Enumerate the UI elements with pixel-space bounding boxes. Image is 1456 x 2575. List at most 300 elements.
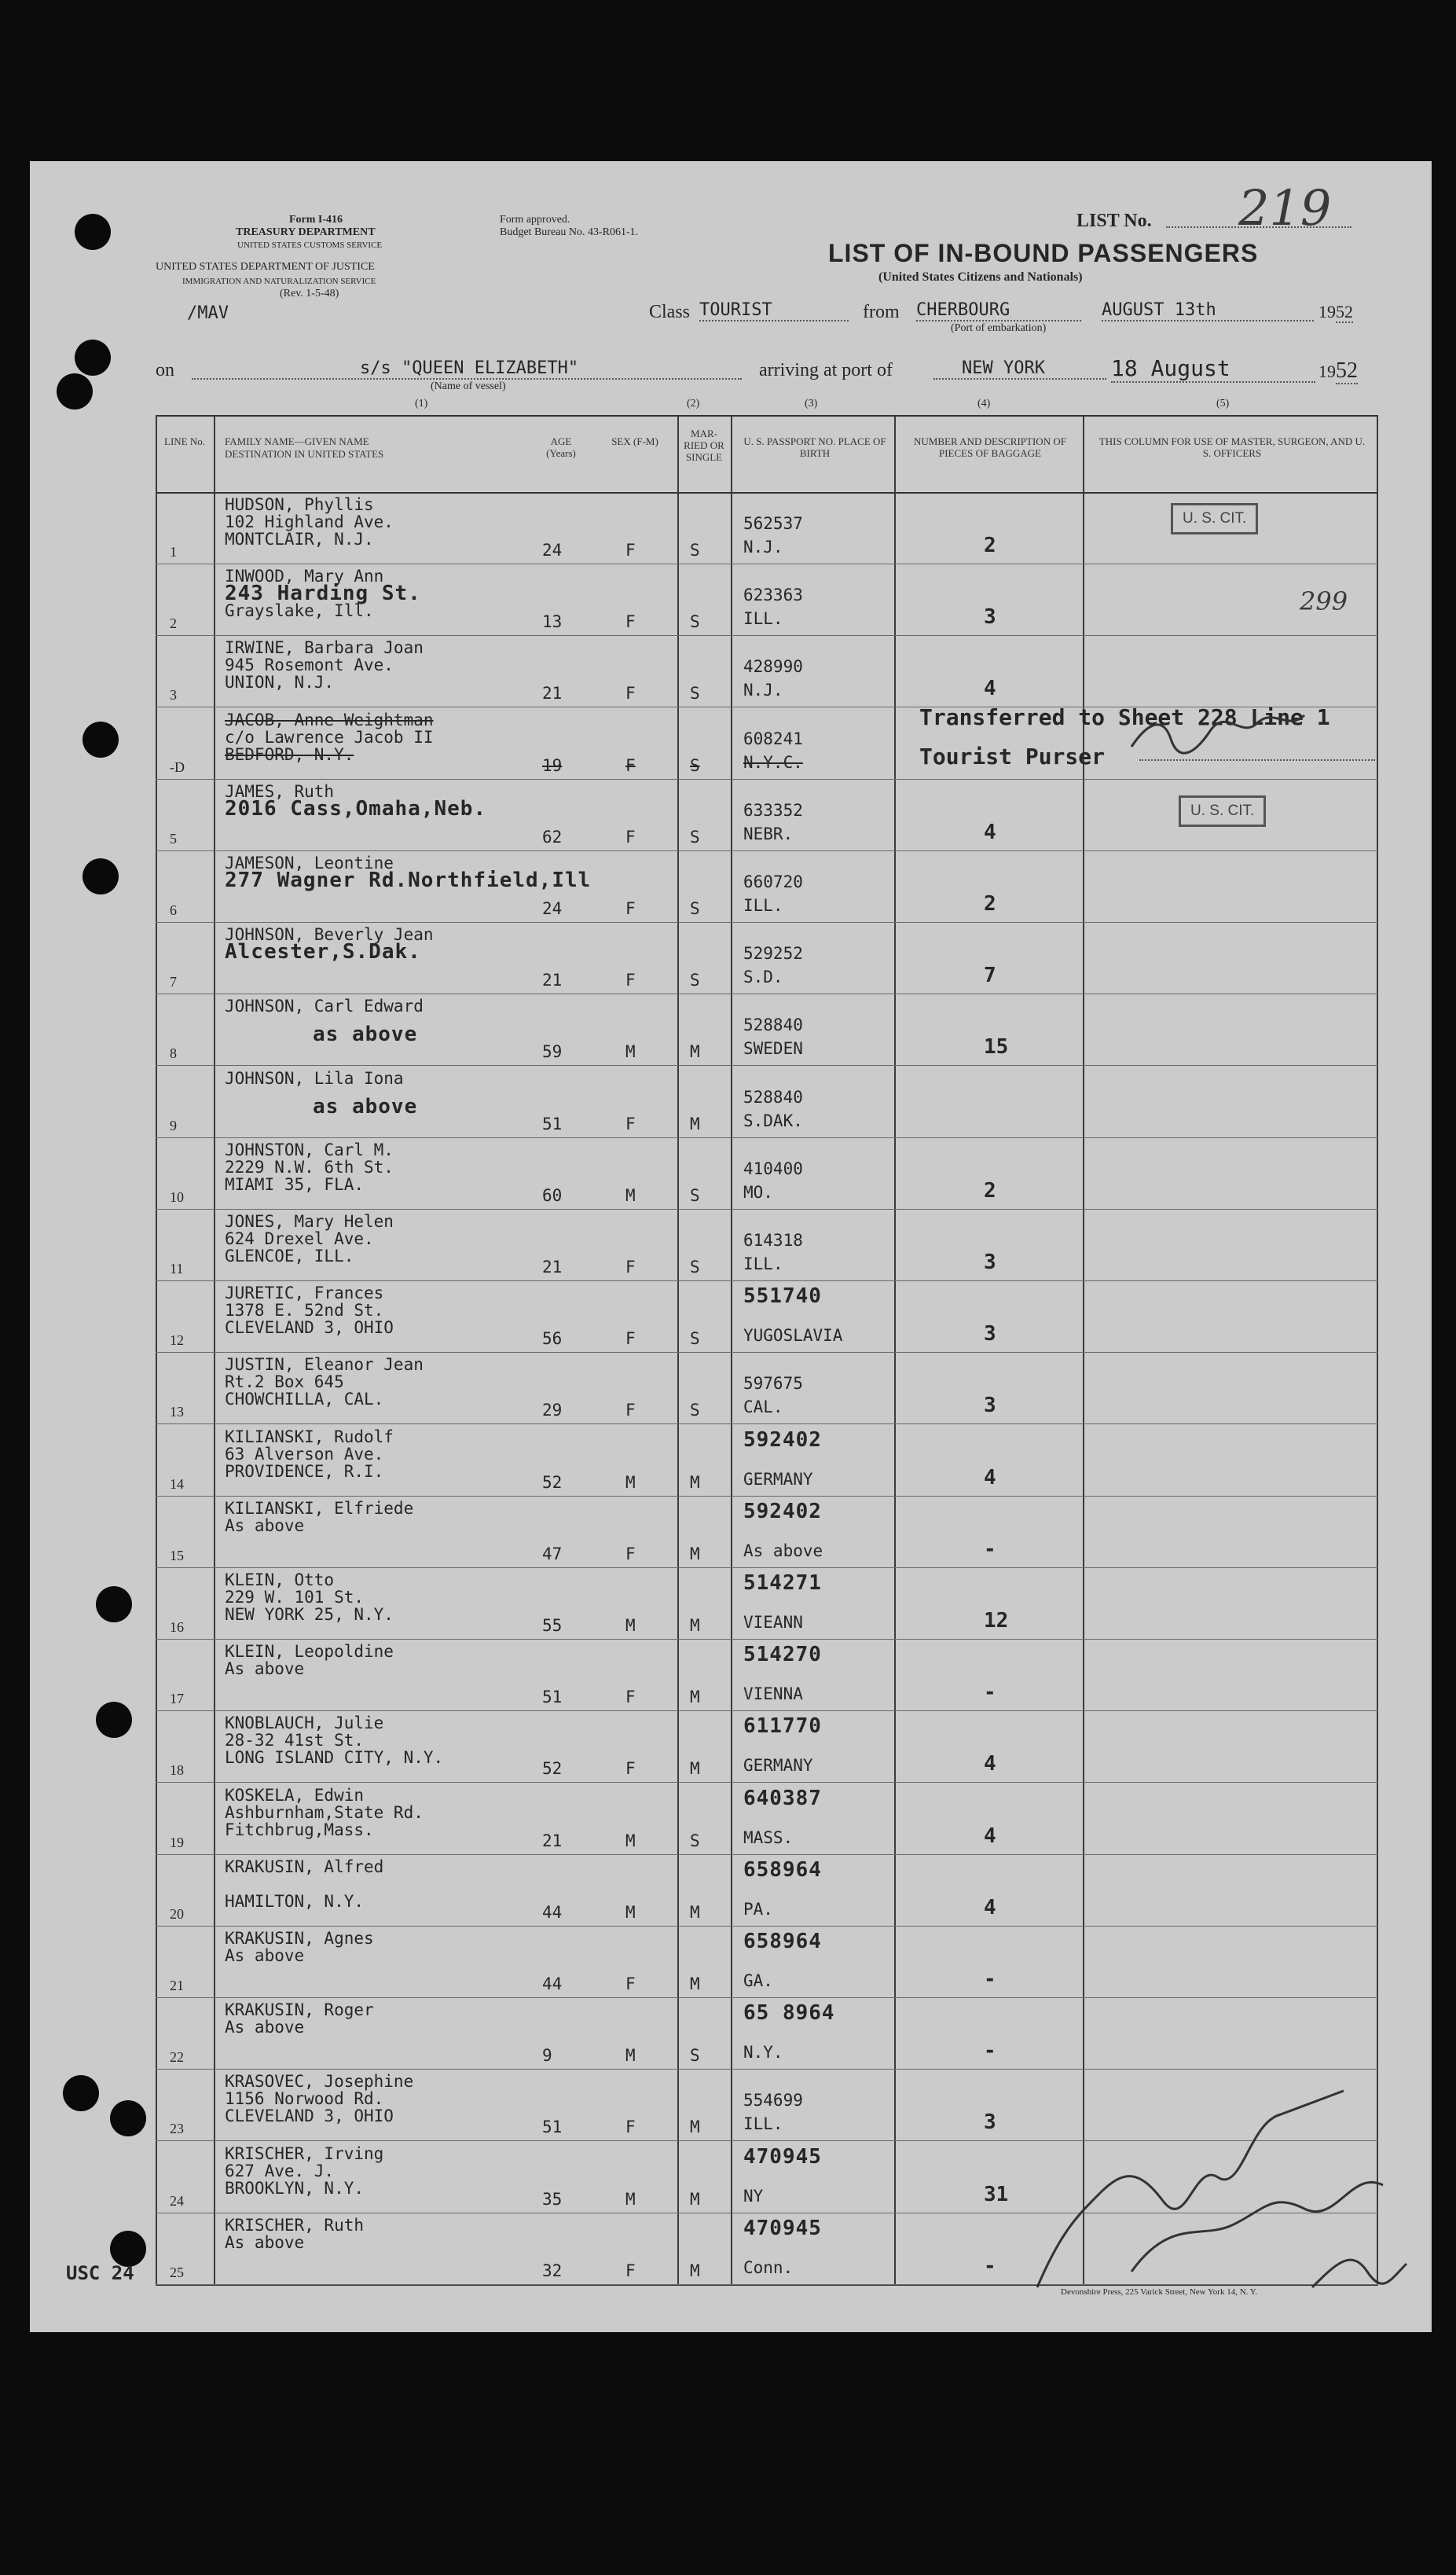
baggage-count: 3 bbox=[984, 1251, 996, 1274]
marital-cell: M bbox=[690, 2118, 700, 2137]
marital-cell: S bbox=[690, 612, 700, 632]
customs-service: UNITED STATES CUSTOMS SERVICE bbox=[237, 241, 383, 250]
embarkation-note: (Port of embarkation) bbox=[951, 322, 1047, 334]
baggage-count: 12 bbox=[984, 1609, 1009, 1633]
baggage-count: - bbox=[984, 1681, 996, 1705]
header-officers: THIS COLUMN FOR USE OF MASTER, SURGEON, AND U. S. OFFICERS bbox=[1098, 435, 1366, 459]
line-number: -D bbox=[170, 759, 185, 775]
on-label: on bbox=[156, 360, 174, 380]
line-number: 5 bbox=[170, 830, 177, 847]
sex-cell: F bbox=[625, 1114, 636, 1133]
table-row bbox=[156, 1567, 1378, 1640]
sex-cell: M bbox=[625, 1902, 636, 1922]
passenger-name: KILIANSKI, Rudolf bbox=[225, 1427, 394, 1446]
age-cell: 32 bbox=[542, 2261, 563, 2280]
sex-cell: F bbox=[625, 971, 636, 990]
sex-cell: M bbox=[625, 1472, 636, 1492]
marital-cell: M bbox=[690, 2189, 700, 2209]
place-of-birth: VIENNA bbox=[743, 1684, 803, 1704]
place-of-birth: N.J. bbox=[743, 538, 783, 557]
treasury-dept: TREASURY DEPARTMENT bbox=[236, 226, 376, 238]
col-number-4: (4) bbox=[977, 398, 991, 410]
margin-note: 299 bbox=[1300, 586, 1348, 616]
marital-cell: S bbox=[690, 684, 700, 703]
table-row bbox=[156, 1639, 1378, 1711]
table-row bbox=[156, 1352, 1378, 1424]
line-number: 13 bbox=[170, 1404, 184, 1420]
header-name: FAMILY NAME—GIVEN NAME bbox=[225, 435, 369, 447]
baggage-count: 2 bbox=[984, 892, 996, 916]
line-number: 25 bbox=[170, 2264, 184, 2280]
marital-cell: M bbox=[690, 1472, 700, 1492]
passenger-name: KRAKUSIN, Agnes bbox=[225, 1929, 374, 1948]
punch-hole bbox=[96, 1702, 132, 1738]
passport-number: 660720 bbox=[743, 872, 803, 891]
sex-cell: F bbox=[625, 1544, 636, 1563]
year2-value: 52 bbox=[1336, 358, 1358, 383]
punch-hole bbox=[83, 858, 119, 894]
passenger-name: KRISCHER, Ruth bbox=[225, 2215, 365, 2235]
sex-cell: M bbox=[625, 1042, 636, 1062]
arrival-date: 18 August bbox=[1111, 355, 1315, 383]
address-line-1: 229 W. 101 St. bbox=[225, 1588, 365, 1607]
place-of-birth: ILL. bbox=[743, 896, 783, 915]
table-row bbox=[156, 1280, 1378, 1353]
passenger-name: KNOBLAUCH, Julie bbox=[225, 1714, 384, 1733]
age-cell: 21 bbox=[542, 1258, 563, 1276]
passenger-name: JAMES, Ruth bbox=[225, 781, 335, 801]
baggage-count: - bbox=[984, 2039, 996, 2063]
passenger-name: JUSTIN, Eleanor Jean bbox=[225, 1355, 424, 1375]
line-number: 8 bbox=[170, 1045, 177, 1062]
line-number: 19 bbox=[170, 1834, 184, 1850]
passport-number: 470945 bbox=[743, 2216, 822, 2240]
address-line-1: 2229 N.W. 6th St. bbox=[225, 1157, 394, 1177]
passport-number: 608241 bbox=[743, 729, 803, 748]
age-cell: 47 bbox=[542, 1544, 563, 1563]
table-row bbox=[156, 1783, 1378, 1855]
passport-number: 592402 bbox=[743, 1499, 822, 1523]
passport-number: 658964 bbox=[743, 1857, 822, 1882]
punch-hole bbox=[57, 373, 93, 410]
baggage-count: 3 bbox=[984, 2110, 996, 2135]
place-of-birth: YUGOSLAVIA bbox=[743, 1326, 843, 1346]
line-number: 17 bbox=[170, 1691, 184, 1707]
address-line-2: UNION, N.J. bbox=[225, 673, 335, 692]
baggage-count: 4 bbox=[984, 1752, 996, 1776]
age-cell: 51 bbox=[542, 1688, 563, 1707]
baggage-count: - bbox=[984, 1537, 996, 1561]
place-of-birth: N.J. bbox=[743, 681, 783, 700]
line-number: 6 bbox=[170, 902, 177, 918]
line-number: 1 bbox=[170, 544, 177, 560]
budget-bureau: Budget Bureau No. 43-R061-1. bbox=[500, 226, 639, 238]
list-number: 219 bbox=[1238, 179, 1332, 237]
list-label: LIST No. bbox=[1076, 211, 1152, 231]
address-line-1: 1156 Norwood Rd. bbox=[225, 2089, 384, 2109]
passenger-name: KOSKELA, Edwin bbox=[225, 1785, 365, 1805]
address-line-1: Rt.2 Box 645 bbox=[225, 1372, 344, 1392]
address-line-1: c/o Lawrence Jacob II bbox=[225, 727, 434, 747]
sex-cell: F bbox=[625, 2261, 636, 2280]
passport-number: 528840 bbox=[743, 1016, 803, 1035]
table-row bbox=[156, 1926, 1378, 1998]
age-cell: 55 bbox=[542, 1616, 563, 1635]
marital-cell: S bbox=[690, 1401, 700, 1420]
passenger-name: KRASOVEC, Josephine bbox=[225, 2072, 414, 2092]
printer-imprint: Devonshire Press, 225 Varick Street, New York 14, N. Y. bbox=[1061, 2287, 1258, 2297]
place-of-birth: NY bbox=[743, 2186, 764, 2206]
address-line-2: Grayslake, Ill. bbox=[225, 601, 374, 621]
baggage-count: 4 bbox=[984, 1824, 996, 1848]
page-title: LIST OF IN-BOUND PASSENGERS bbox=[828, 239, 1259, 267]
header-age: AGE (Years) bbox=[546, 435, 576, 459]
line-number: 10 bbox=[170, 1188, 184, 1205]
address-line-2: BEDFORD, N.Y. bbox=[225, 744, 354, 764]
baggage-count: 7 bbox=[984, 964, 996, 988]
baggage-count: - bbox=[984, 2254, 996, 2278]
address-line-2: BROOKLYN, N.Y. bbox=[225, 2178, 365, 2198]
sex-cell: F bbox=[625, 1974, 636, 1993]
baggage-count: 4 bbox=[984, 677, 996, 701]
passenger-name: JOHNSON, Lila Iona bbox=[225, 1068, 404, 1088]
address-line-1: As above bbox=[225, 2018, 305, 2037]
departure-date: AUGUST 13th bbox=[1102, 300, 1314, 321]
class-label: Class bbox=[649, 302, 691, 322]
passport-number: 614318 bbox=[743, 1231, 803, 1250]
passport-number: 514270 bbox=[743, 1643, 822, 1667]
passenger-name: HUDSON, Phyllis bbox=[225, 495, 374, 514]
passport-number: 65 8964 bbox=[743, 2001, 835, 2026]
baggage-count: 3 bbox=[984, 1322, 996, 1346]
punch-hole bbox=[83, 722, 119, 758]
table-row bbox=[156, 635, 1378, 707]
place-of-birth: N.Y. bbox=[743, 2043, 783, 2063]
baggage-count: 4 bbox=[984, 1465, 996, 1490]
age-cell: 60 bbox=[542, 1185, 563, 1205]
col-number-5: (5) bbox=[1216, 398, 1230, 410]
passenger-name: KLEIN, Leopoldine bbox=[225, 1642, 394, 1662]
baggage-count: 4 bbox=[984, 1895, 996, 1919]
passport-number: 658964 bbox=[743, 1930, 822, 1953]
passenger-name: JONES, Mary Helen bbox=[225, 1212, 394, 1231]
address-line-2: NEW YORK 25, N.Y. bbox=[225, 1605, 394, 1624]
table-row bbox=[156, 922, 1378, 994]
age-cell: 35 bbox=[542, 2189, 563, 2209]
age-cell: 13 bbox=[542, 612, 563, 632]
address-line-1: Ashburnham,State Rd. bbox=[225, 1802, 424, 1822]
us-citizen-stamp: U. S. CIT. bbox=[1179, 795, 1266, 827]
marital-cell: M bbox=[690, 1688, 700, 1707]
address-line-2: CLEVELAND 3, OHIO bbox=[225, 2107, 394, 2126]
line-number: 15 bbox=[170, 1547, 184, 1563]
table-row bbox=[156, 1066, 1378, 1138]
sex-cell: F bbox=[625, 1329, 636, 1349]
age-cell: 9 bbox=[542, 2046, 552, 2066]
age-cell: 52 bbox=[542, 1472, 563, 1492]
line-number: 12 bbox=[170, 1332, 184, 1349]
passenger-name: KRAKUSIN, Alfred bbox=[225, 1857, 384, 1876]
header-sex: SEX (F-M) bbox=[611, 435, 658, 447]
age-cell: 59 bbox=[542, 1042, 563, 1062]
transfer-note: Transferred to Sheet 228 Line 1 bbox=[919, 704, 1330, 730]
passenger-name: KLEIN, Otto bbox=[225, 1570, 335, 1589]
passport-number: 551740 bbox=[743, 1284, 822, 1309]
us-citizen-stamp: U. S. CIT. bbox=[1171, 503, 1258, 534]
passenger-name: INWOOD, Mary Ann bbox=[225, 567, 384, 586]
place-of-birth: ILL. bbox=[743, 2114, 783, 2134]
age-cell: 51 bbox=[542, 1114, 563, 1133]
address-line-2: CLEVELAND 3, OHIO bbox=[225, 1318, 394, 1338]
place-of-birth: NEBR. bbox=[743, 824, 794, 843]
marital-cell: S bbox=[690, 2046, 700, 2066]
address-line-1: 102 Highland Ave. bbox=[225, 512, 394, 531]
line-number: 24 bbox=[170, 2192, 184, 2209]
marital-cell: M bbox=[690, 1042, 700, 1062]
age-cell: 19 bbox=[542, 755, 563, 775]
sex-cell: F bbox=[625, 541, 636, 560]
address-line-2: GLENCOE, ILL. bbox=[225, 1247, 354, 1265]
col-number-3: (3) bbox=[805, 398, 818, 410]
col-number-2: (2) bbox=[687, 398, 700, 410]
passenger-name: KRAKUSIN, Roger bbox=[225, 2000, 374, 2020]
revision: (Rev. 1-5-48) bbox=[280, 288, 339, 299]
baggage-count: 2 bbox=[984, 1178, 996, 1203]
line-number: 2 bbox=[170, 615, 177, 632]
marital-cell: M bbox=[690, 1544, 700, 1563]
age-cell: 52 bbox=[542, 1759, 563, 1779]
table-row bbox=[156, 1496, 1378, 1568]
table-row bbox=[156, 564, 1378, 636]
baggage-count: 2 bbox=[984, 534, 996, 557]
marital-cell: S bbox=[690, 1329, 700, 1349]
address-line-2: CHOWCHILLA, CAL. bbox=[225, 1390, 384, 1409]
header-line-no: LINE No. bbox=[164, 435, 205, 447]
line-number: 9 bbox=[170, 1117, 177, 1133]
sex-cell: F bbox=[625, 899, 636, 918]
year-prefix bbox=[1318, 302, 1353, 322]
vessel-note: (Name of vessel) bbox=[431, 380, 506, 392]
place-of-birth: S.DAK. bbox=[743, 1111, 803, 1130]
address-line-1: As above bbox=[225, 1946, 305, 1965]
sex-cell: M bbox=[625, 1616, 636, 1635]
line-number: 11 bbox=[170, 1261, 184, 1276]
form-approved: Form approved. bbox=[500, 214, 570, 226]
sex-cell: M bbox=[625, 2046, 636, 2066]
passenger-name: KRISCHER, Irving bbox=[225, 2143, 384, 2163]
passport-number: 554699 bbox=[743, 2091, 803, 2110]
address-line-1: 243 Harding St. bbox=[225, 582, 421, 606]
punch-hole bbox=[75, 340, 111, 376]
place-of-birth: Conn. bbox=[743, 2257, 794, 2277]
marital-cell: S bbox=[690, 541, 700, 560]
passenger-name: JOHNSON, Beverly Jean bbox=[225, 925, 434, 945]
line-number: 16 bbox=[170, 1619, 184, 1635]
passport-number: 514271 bbox=[743, 1571, 822, 1595]
sex-cell: F bbox=[625, 1688, 636, 1707]
sex-cell: M bbox=[625, 1831, 636, 1850]
table-row bbox=[156, 1997, 1378, 2070]
sex-cell: F bbox=[625, 1258, 636, 1276]
passenger-name: JAMESON, Leontine bbox=[225, 854, 394, 872]
address-line-2: Fitchbrug,Mass. bbox=[225, 1820, 374, 1839]
justice-dept: UNITED STATES DEPARTMENT OF JUSTICE bbox=[156, 261, 375, 273]
address-line-2: LONG ISLAND CITY, N.Y. bbox=[225, 1748, 444, 1768]
class-value: TOURIST bbox=[699, 300, 849, 321]
place-of-birth: GERMANY bbox=[743, 1756, 813, 1776]
sex-cell: F bbox=[625, 612, 636, 632]
col-number-1: (1) bbox=[415, 398, 428, 410]
year-value: 52 bbox=[1336, 302, 1353, 321]
age-cell: 21 bbox=[542, 971, 563, 990]
age-cell: 56 bbox=[542, 1329, 563, 1349]
baggage-count: 31 bbox=[984, 2182, 1009, 2206]
year-prefix-text: 19 bbox=[1318, 302, 1336, 321]
passport-number: 623363 bbox=[743, 586, 803, 605]
address-line-1: 624 Drexel Ave. bbox=[225, 1229, 374, 1248]
sex-cell: F bbox=[625, 1401, 636, 1420]
marital-cell: M bbox=[690, 1114, 700, 1133]
passenger-name: IRWINE, Barbara Joan bbox=[225, 638, 424, 658]
marital-cell: M bbox=[690, 1902, 700, 1922]
passport-number: 470945 bbox=[743, 2144, 822, 2169]
passenger-name: JOHNSTON, Carl M. bbox=[225, 1140, 394, 1159]
marital-cell: S bbox=[690, 1258, 700, 1276]
usc-stamp: USC 24 bbox=[66, 2262, 134, 2284]
marital-cell: S bbox=[690, 1185, 700, 1205]
place-of-birth: MO. bbox=[743, 1182, 773, 1202]
age-cell: 51 bbox=[542, 2118, 563, 2137]
table-row bbox=[156, 1854, 1378, 1927]
age-cell: 44 bbox=[542, 1902, 563, 1922]
table-row bbox=[156, 994, 1378, 1066]
line-number: 18 bbox=[170, 1762, 184, 1779]
header-passport: U. S. PASSPORT NO. PLACE OF BIRTH bbox=[743, 435, 886, 459]
address-line-1: 63 Alverson Ave. bbox=[225, 1444, 384, 1464]
age-cell: 24 bbox=[542, 541, 563, 560]
line-number: 23 bbox=[170, 2121, 184, 2137]
place-of-birth: SWEDEN bbox=[743, 1039, 803, 1059]
address-line-1: as above bbox=[313, 1094, 418, 1119]
passport-number: 529252 bbox=[743, 944, 803, 964]
sex-cell: M bbox=[625, 2189, 636, 2209]
sex-cell: F bbox=[625, 755, 636, 775]
sex-cell: F bbox=[625, 2118, 636, 2137]
place-of-birth: As above bbox=[743, 1541, 823, 1560]
address-line-1: As above bbox=[225, 1659, 305, 1679]
address-line-1: Alcester,S.Dak. bbox=[225, 940, 421, 964]
place-of-birth: S.D. bbox=[743, 968, 783, 987]
address-line-1: 277 Wagner Rd.Northfield,Ill bbox=[225, 869, 592, 892]
marital-cell: S bbox=[690, 899, 700, 918]
age-cell: 44 bbox=[542, 1974, 563, 1993]
place-of-birth: CAL. bbox=[743, 1398, 783, 1417]
table-row bbox=[156, 1710, 1378, 1783]
passenger-name: JOHNSON, Carl Edward bbox=[225, 997, 424, 1016]
passport-number: 597675 bbox=[743, 1374, 803, 1394]
passport-number: 562537 bbox=[743, 514, 803, 533]
line-number: 21 bbox=[170, 1978, 184, 1993]
arriving-label: arriving at port of bbox=[759, 360, 893, 380]
baggage-count: 4 bbox=[984, 820, 996, 844]
initials: /MAV bbox=[187, 303, 229, 323]
arrival-port: NEW YORK bbox=[933, 358, 1106, 380]
age-cell: 29 bbox=[542, 1401, 563, 1420]
vessel-name: s/s "QUEEN ELIZABETH" bbox=[192, 358, 742, 380]
line-number: 7 bbox=[170, 974, 177, 990]
form-number: Form I-416 bbox=[289, 214, 343, 226]
from-label: from bbox=[863, 302, 900, 322]
age-cell: 21 bbox=[542, 684, 563, 703]
place-of-birth: GA. bbox=[743, 1971, 773, 1990]
year2-prefix bbox=[1318, 358, 1358, 384]
address-line-1: 2016 Cass,Omaha,Neb. bbox=[225, 796, 487, 821]
address-line-2: HAMILTON, N.Y. bbox=[225, 1891, 365, 1911]
passenger-name: JURETIC, Frances bbox=[225, 1284, 384, 1303]
address-line-1: as above bbox=[313, 1023, 418, 1047]
header-destination: DESTINATION IN UNITED STATES bbox=[225, 448, 384, 460]
passport-number: 640387 bbox=[743, 1786, 822, 1810]
marital-cell: M bbox=[690, 1759, 700, 1779]
place-of-birth: N.Y.C. bbox=[743, 752, 803, 772]
marital-cell: M bbox=[690, 1616, 700, 1635]
place-of-birth: MASS. bbox=[743, 1827, 794, 1847]
purser-signature bbox=[1124, 707, 1312, 762]
place-of-birth: ILL. bbox=[743, 609, 783, 629]
passport-number: 592402 bbox=[743, 1427, 822, 1452]
officer-signature bbox=[1014, 2075, 1430, 2311]
place-of-birth: VIEANN bbox=[743, 1613, 803, 1632]
table-row bbox=[156, 850, 1378, 923]
address-line-1: 945 Rosemont Ave. bbox=[225, 656, 394, 675]
address-line-1: As above bbox=[225, 1515, 305, 1535]
punch-hole bbox=[75, 214, 111, 250]
table-row bbox=[156, 1209, 1378, 1281]
passport-number: 410400 bbox=[743, 1159, 803, 1178]
baggage-count: 3 bbox=[984, 605, 996, 630]
place-of-birth: PA. bbox=[743, 1899, 773, 1919]
passport-number: 633352 bbox=[743, 800, 803, 820]
line-number: 22 bbox=[170, 2049, 184, 2066]
address-line-1: 1378 E. 52nd St. bbox=[225, 1301, 384, 1321]
address-line-1: As above bbox=[225, 2232, 305, 2252]
table-top-rule bbox=[156, 415, 1378, 417]
place-of-birth: ILL. bbox=[743, 1254, 783, 1273]
marital-cell: S bbox=[690, 827, 700, 847]
from-value: CHERBOURG bbox=[916, 300, 1081, 321]
marital-cell: S bbox=[690, 971, 700, 990]
table-row bbox=[156, 1137, 1378, 1210]
punch-hole bbox=[110, 2100, 146, 2136]
sex-cell: F bbox=[625, 684, 636, 703]
year2-prefix-text: 19 bbox=[1318, 362, 1336, 381]
purser-note: Tourist Purser bbox=[919, 744, 1106, 770]
passport-number: 528840 bbox=[743, 1087, 803, 1107]
baggage-count: 3 bbox=[984, 1394, 996, 1418]
place-of-birth: GERMANY bbox=[743, 1469, 813, 1489]
baggage-count: 15 bbox=[984, 1035, 1009, 1060]
passport-number: 611770 bbox=[743, 1714, 822, 1739]
age-cell: 62 bbox=[542, 827, 563, 847]
punch-hole bbox=[63, 2075, 99, 2111]
sex-cell: F bbox=[625, 1759, 636, 1779]
line-number: 3 bbox=[170, 687, 177, 703]
age-cell: 24 bbox=[542, 899, 563, 918]
sex-cell: M bbox=[625, 1185, 636, 1205]
address-line-2: MIAMI 35, FLA. bbox=[225, 1174, 365, 1194]
marital-cell: S bbox=[690, 1831, 700, 1850]
ins-service: IMMIGRATION AND NATURALIZATION SERVICE bbox=[182, 277, 376, 286]
